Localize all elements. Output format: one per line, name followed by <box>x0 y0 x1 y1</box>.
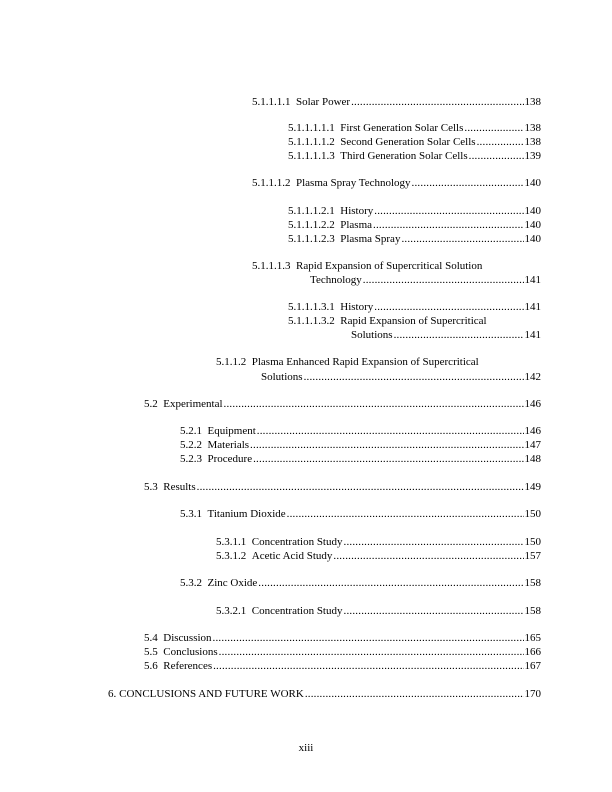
toc-number: 5.1.1.1.2 <box>252 177 296 189</box>
toc-page: 138 <box>524 122 541 134</box>
dot-leader <box>351 96 523 109</box>
toc-title: Conclusions <box>163 646 218 658</box>
toc-page: 158 <box>524 605 541 617</box>
toc-page: 146 <box>524 398 541 410</box>
dot-leader <box>253 453 523 466</box>
dot-leader <box>373 219 523 232</box>
dot-leader <box>250 439 523 452</box>
dot-leader <box>333 550 523 563</box>
toc-entry-5-2[interactable] <box>144 398 541 411</box>
toc-entry-5-1-1-1-2-1[interactable] <box>288 205 541 218</box>
toc-title: History <box>340 205 374 217</box>
toc-number: 5.1.1.1.1.2 <box>288 136 341 148</box>
toc-entry-5-1-1-1-3-2-line1[interactable]: 5.1.1.1.3.2 Rapid Expansion of Supercritical <box>288 315 487 327</box>
toc-entry-5-4[interactable] <box>144 632 541 645</box>
toc-title: Plasma Spray <box>340 233 401 245</box>
toc-title: Zinc Oxide <box>207 577 258 589</box>
toc-number: 5.3.1 <box>180 508 208 520</box>
toc-number: 5.1.1.1.2.2 <box>288 219 341 231</box>
toc-page: 140 <box>524 219 541 231</box>
toc-page: 146 <box>524 425 541 437</box>
dot-leader <box>224 398 524 411</box>
dot-leader <box>394 329 524 342</box>
toc-page: 140 <box>524 177 541 189</box>
toc-number: 5.6 <box>144 660 164 672</box>
toc-number: 5.2 <box>144 398 164 410</box>
toc-entry-5-2-3[interactable] <box>180 453 541 466</box>
dot-leader <box>363 274 524 287</box>
toc-title: First Generation Solar Cells <box>340 122 464 134</box>
toc-title: References <box>163 660 213 672</box>
toc-title: Experimental <box>163 398 223 410</box>
toc-number: 5.1.1.1.3.1 <box>288 301 341 313</box>
page-number: xiii <box>298 742 314 754</box>
dot-leader <box>305 688 524 701</box>
toc-number: 5.3.1.2 <box>216 550 252 562</box>
toc-title: Plasma <box>340 219 373 231</box>
toc-title: Second Generation Solar Cells <box>340 136 476 148</box>
toc-entry-5-1-1-1-1[interactable] <box>252 96 541 109</box>
toc-title: Solutions <box>261 371 303 383</box>
toc-entry-5-3-1-1[interactable] <box>216 536 541 549</box>
toc-number: 5.3.1.1 <box>216 536 252 548</box>
toc-number: 5.1.1.1.1.3 <box>288 150 341 162</box>
toc-number: 5.2.3 <box>180 453 208 465</box>
toc-title: Concentration Study <box>251 605 343 617</box>
toc-page: 165 <box>524 632 541 644</box>
toc-page: 147 <box>524 439 541 451</box>
toc-page: 138 <box>524 136 541 148</box>
toc-title: Solutions <box>351 329 393 341</box>
toc-page: 166 <box>524 646 541 658</box>
dot-leader <box>197 481 524 494</box>
toc-entry-5-1-1-1-2[interactable] <box>252 177 541 190</box>
toc-page: 148 <box>524 453 541 465</box>
toc-title: Equipment <box>207 425 256 437</box>
toc-entry-chapter-6[interactable] <box>108 688 541 701</box>
toc-page: 138 <box>524 96 541 108</box>
dot-leader <box>257 425 524 438</box>
toc-entry-5-1-1-1-3-line2[interactable] <box>310 274 541 287</box>
toc-page: 140 <box>524 205 541 217</box>
dot-leader <box>213 632 524 645</box>
dot-leader <box>374 205 523 218</box>
toc-entry-5-1-1-1-3-1[interactable] <box>288 301 541 314</box>
toc-title: Procedure <box>207 453 253 465</box>
toc-title: Solar Power <box>296 96 351 108</box>
toc-title: Acetic Acid Study <box>251 550 333 562</box>
toc-number: 6. <box>108 688 117 700</box>
toc-title: Results <box>163 481 196 493</box>
toc-page: 150 <box>524 508 541 520</box>
dot-leader <box>469 150 524 163</box>
dot-leader <box>477 136 524 149</box>
toc-entry-5-1-1-1-3-2-line2[interactable] <box>351 329 541 342</box>
toc-page: 170 <box>524 688 541 700</box>
dot-leader <box>219 646 524 659</box>
toc-entry-5-3-1-2[interactable] <box>216 550 541 563</box>
toc-entry-5-3-2[interactable] <box>180 577 541 590</box>
toc-number: 5.2.1 <box>180 425 208 437</box>
toc-title: Discussion <box>163 632 212 644</box>
toc-number: 5.1.1.1.1.1 <box>288 122 341 134</box>
dot-leader <box>304 371 524 384</box>
toc-page: 167 <box>524 660 541 672</box>
toc-page: 157 <box>524 550 541 562</box>
dot-leader <box>344 605 524 618</box>
dot-leader <box>401 233 523 246</box>
dot-leader <box>344 536 524 549</box>
toc-entry-5-3-2-1[interactable] <box>216 605 541 618</box>
toc-number: 5.3 <box>144 481 164 493</box>
toc-page: 141 <box>524 274 541 286</box>
toc-page: 140 <box>524 233 541 245</box>
toc-number: 5.4 <box>144 632 164 644</box>
dot-leader <box>412 177 524 190</box>
toc-number: 5.3.2.1 <box>216 605 252 617</box>
toc-entry-5-1-1-2-line1[interactable]: 5.1.1.2 Plasma Enhanced Rapid Expansion of Supercritical <box>216 356 479 368</box>
toc-entry-5-2-1[interactable] <box>180 425 541 438</box>
toc-entry-5-1-1-1-1-2[interactable] <box>288 136 541 149</box>
toc-entry-5-3-1[interactable] <box>180 508 541 521</box>
toc-entry-5-1-1-1-3-line1[interactable]: 5.1.1.1.3 Rapid Expansion of Supercritical Solution <box>252 260 483 272</box>
toc-entry-5-1-1-1-1-3[interactable] <box>288 150 541 163</box>
toc-page: 141 <box>524 301 541 313</box>
toc-title: History <box>340 301 374 313</box>
toc-entry-5-1-1-1-2-2[interactable] <box>288 219 541 232</box>
toc-entry-5-1-1-2-line2[interactable] <box>261 371 541 384</box>
toc-entry-5-6[interactable] <box>144 660 541 673</box>
toc-title: Plasma Spray Technology <box>296 177 411 189</box>
toc-title: CONCLUSIONS AND FUTURE WORK <box>119 688 304 700</box>
toc-title: Titanium Dioxide <box>207 508 286 520</box>
toc-number: 5.1.1.1.2.1 <box>288 205 341 217</box>
toc-page: 158 <box>524 577 541 589</box>
toc-title: Concentration Study <box>251 536 343 548</box>
toc-page: 141 <box>524 329 541 341</box>
dot-leader <box>374 301 523 314</box>
toc-number: 5.5 <box>144 646 164 658</box>
toc-title: Technology <box>310 274 362 286</box>
toc-number: 5.3.2 <box>180 577 208 589</box>
dot-leader <box>213 660 523 673</box>
dot-leader <box>287 508 524 521</box>
toc-page: 150 <box>524 536 541 548</box>
toc-entry-5-2-2[interactable] <box>180 439 541 452</box>
toc-entry-5-5[interactable] <box>144 646 541 659</box>
toc-entry-5-1-1-1-2-3[interactable] <box>288 233 541 246</box>
toc-number: 5.1.1.1.1 <box>252 96 296 108</box>
dot-leader <box>258 577 523 590</box>
toc-entry-5-1-1-1-1-1[interactable] <box>288 122 541 135</box>
toc-page: 149 <box>524 481 541 493</box>
toc-title: Materials <box>207 439 250 451</box>
toc-number: 5.1.1.1.2.3 <box>288 233 341 245</box>
toc-title: Third Generation Solar Cells <box>340 150 468 162</box>
toc-page: 142 <box>524 371 541 383</box>
toc-number: 5.2.2 <box>180 439 208 451</box>
dot-leader <box>464 122 523 135</box>
toc-entry-5-3[interactable] <box>144 481 541 494</box>
toc-page: 139 <box>524 150 541 162</box>
